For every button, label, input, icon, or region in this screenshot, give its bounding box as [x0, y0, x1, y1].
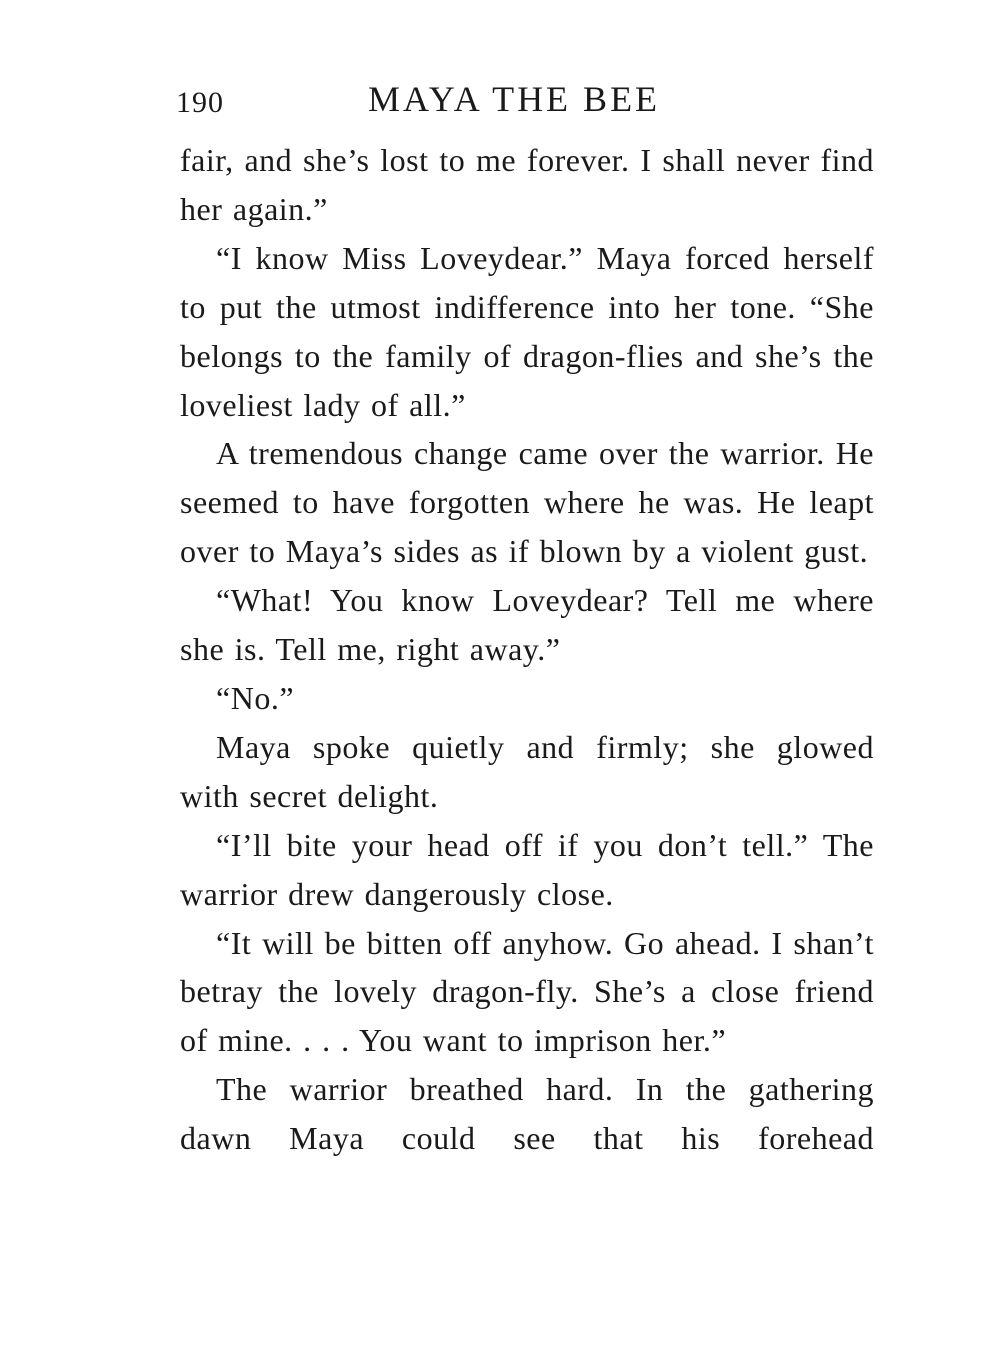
paragraph: A tremendous change came over the warrior. He seemed to have forgotten where he was. He leapt over to Maya’s sides as if blown by a violent gust. — [180, 435, 874, 570]
running-head-title: MAYA THE BEE — [368, 79, 661, 119]
paragraph: fair, and she’s lost to me forever. I shall never find her again.” — [180, 142, 874, 227]
running-head — [176, 78, 876, 128]
paragraph: Maya spoke quietly and firmly; she glowed with secret delight. — [180, 728, 874, 814]
paragraph: “It will be bitten off anyhow. Go ahead. I shan’t betray the lovely dragon-fly. She’s a close friend of mine. . . . You want to imprison her.” — [180, 924, 874, 1059]
paragraph: “No.” — [216, 679, 295, 716]
paragraph: “What! You know Loveydear? Tell me where she is. Tell me, right away.” — [180, 582, 874, 668]
paragraph: “I know Miss Loveydear.” Maya forced herself to put the utmost indifference into her tone. “She belongs to the family of dragon-flies and she’s the loveliest lady of all.” — [180, 239, 874, 423]
paragraph: The warrior breathed hard. In the gathering dawn Maya could see that his forehead — [180, 1071, 874, 1157]
body-text — [180, 136, 874, 1163]
page-number: 190 — [176, 86, 224, 119]
paragraph: “I’ll bite your head off if you don’t tell.” The warrior drew dangerously close. — [180, 826, 874, 912]
